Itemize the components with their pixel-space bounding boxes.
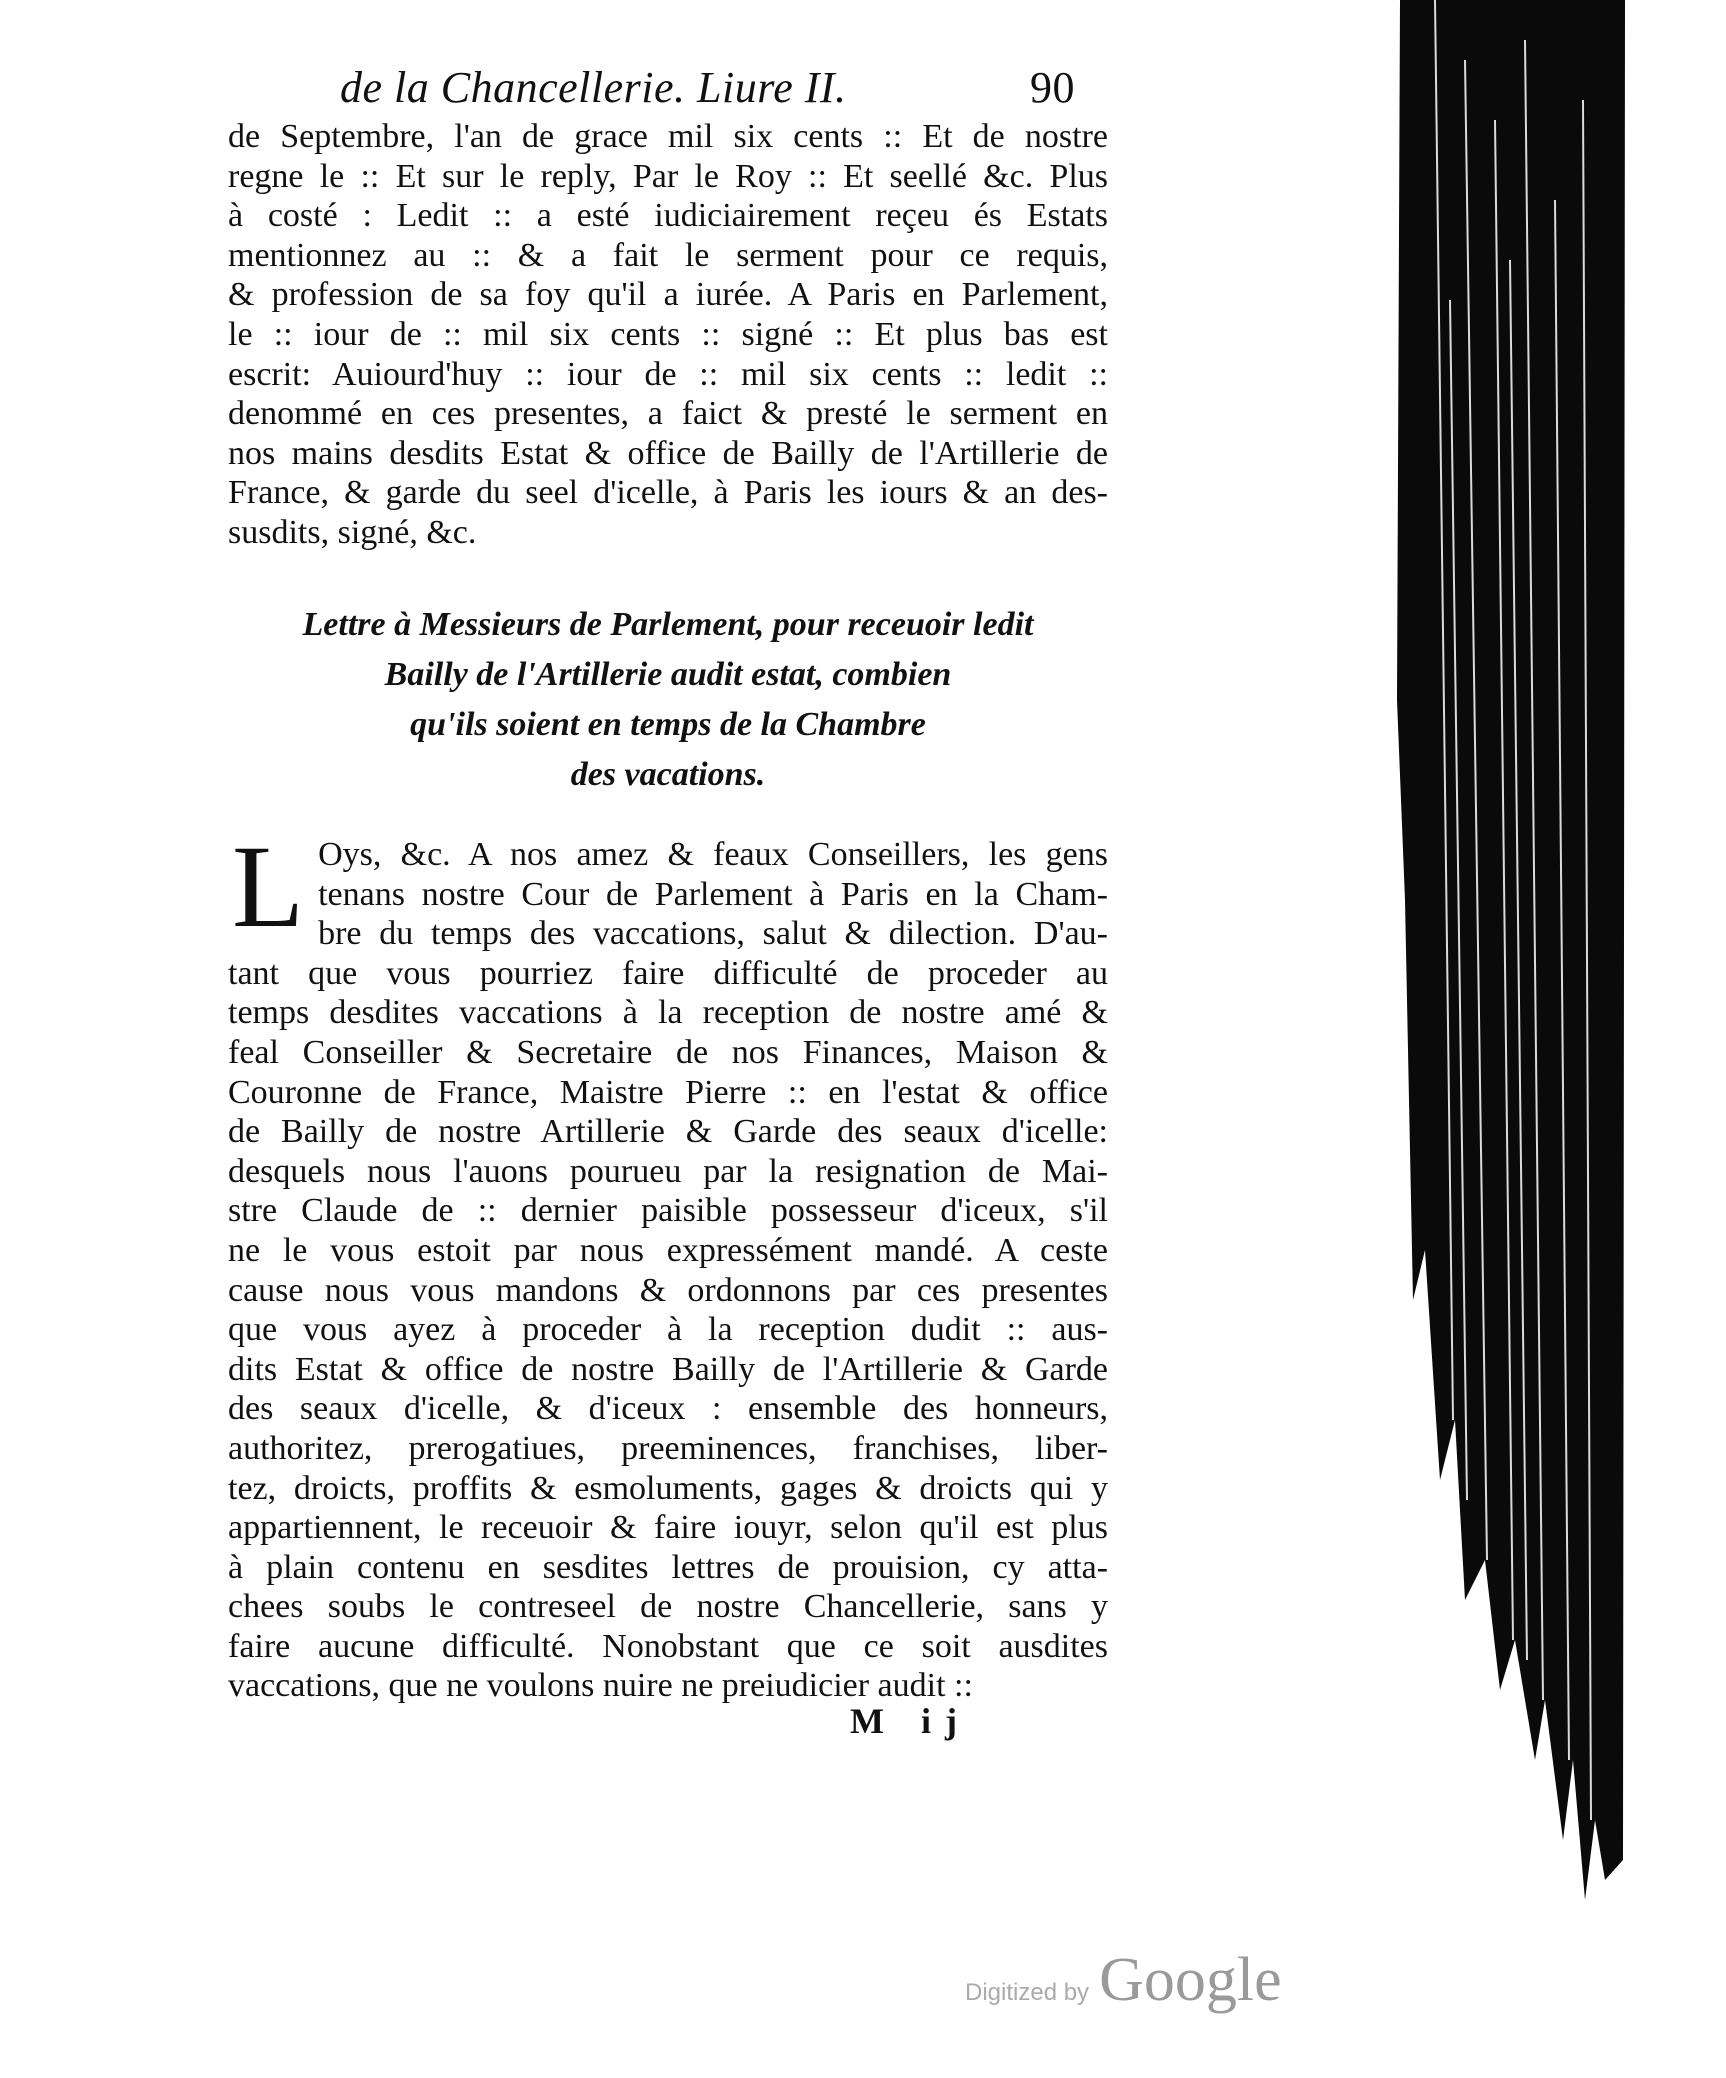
text-line: nos mains desdits Estat & office de Bailly de l'Artillerie de xyxy=(228,434,1108,472)
signature-mark: M ij xyxy=(850,1701,971,1741)
text-line: tez, droicts, proffits & esmoluments, gages & droicts qui y xyxy=(228,1469,1108,1507)
heading-line: des vacations. xyxy=(570,756,766,793)
text-line: stre Claude de :: dernier paisible possesseur d'iceux, s'il xyxy=(228,1192,1108,1230)
text-line: escrit: Auiourd'huy :: iour de :: mil six cents :: ledit :: xyxy=(228,355,1108,393)
text-line: temps desdites vaccations à la reception de nostre amé & xyxy=(228,994,1108,1032)
text-line: faire aucune difficulté. Nonobstant que ce soit ausdites xyxy=(228,1627,1108,1665)
text-line: le :: iour de :: mil six cents :: signé :: Et plus bas est xyxy=(228,315,1108,353)
heading-line: Lettre à Messieurs de Parlement, pour receuoir ledit xyxy=(302,606,1034,643)
running-title: de la Chancellerie. Liure II. xyxy=(340,63,847,112)
text-line: authoritez, prerogatiues, preeminences, franchises, liber- xyxy=(228,1429,1108,1467)
text-line: à costé : Ledit :: a esté iudiciairement reçeu és Estats xyxy=(228,197,1108,235)
text-line: appartiennent, le receuoir & faire iouyr, selon qu'il est plus xyxy=(228,1509,1108,1547)
text-line: de Septembre, l'an de grace mil six cents :: Et de nostre xyxy=(228,118,1108,155)
text-line: tenans nostre Cour de Parlement à Paris en la Cham- xyxy=(318,875,1108,913)
text-line: ne le vous estoit par nous expressément mandé. A ceste xyxy=(228,1231,1108,1269)
text-line: cause nous vous mandons & ordonnons par ces presentes xyxy=(228,1271,1108,1309)
text-line: susdits, signé, &c. xyxy=(228,513,477,551)
text-line: bre du temps des vaccations, salut & dilection. D'au- xyxy=(318,915,1108,953)
paragraph-1 xyxy=(228,117,1108,553)
text-line: feal Conseiller & Secretaire de nos Finances, Maison & xyxy=(228,1033,1108,1071)
text-line: vaccations, que ne voulons nuire ne preiudicier audit :: xyxy=(228,1667,973,1705)
text-line: mentionnez au :: & a fait le serment pour ce requis, xyxy=(228,236,1108,274)
text-line: regne le :: Et sur le reply, Par le Roy :: Et seellé &c. Plus xyxy=(228,157,1108,195)
text-line: denommé en ces presentes, a faict & presté le serment en xyxy=(228,395,1108,433)
section-heading xyxy=(228,600,1108,800)
heading-line: qu'ils soient en temps de la Chambre xyxy=(410,706,926,743)
text-line: Couronne de France, Maistre Pierre :: en l'estat & office xyxy=(228,1073,1108,1111)
text-line: chees soubs le contreseel de nostre Chancellerie, sans y xyxy=(228,1588,1108,1626)
drop-cap: L xyxy=(232,821,305,952)
text-line: & profession de sa foy qu'il a iurée. A Paris en Parlement, xyxy=(228,276,1108,314)
text-line: de Bailly de nostre Artillerie & Garde des seaux d'icelle: xyxy=(228,1113,1108,1151)
page-number: 90 xyxy=(1030,63,1075,112)
google-logo: Google xyxy=(1099,1946,1282,2014)
heading-line: Bailly de l'Artillerie audit estat, combien xyxy=(384,656,952,693)
paragraph-2 xyxy=(228,821,1108,1706)
watermark-prefix: Digitized by xyxy=(965,1979,1090,2006)
text-line: dits Estat & office de nostre Bailly de l'Artillerie & Garde xyxy=(228,1350,1108,1388)
text-line: Oys, &c. A nos amez & feaux Conseillers, les gens xyxy=(318,836,1108,873)
binding-edge-shadow xyxy=(1395,0,1625,1940)
text-line: que vous ayez à proceder à la reception dudit :: aus- xyxy=(228,1311,1108,1349)
text-line: tant que vous pourriez faire difficulté de proceder au xyxy=(228,954,1108,992)
text-line: desquels nous l'auons pourueu par la resignation de Mai- xyxy=(228,1152,1108,1190)
text-line: à plain contenu en sesdites lettres de prouision, cy atta- xyxy=(228,1548,1108,1586)
text-line: France, & garde du seel d'icelle, à Paris les iours & an des- xyxy=(228,474,1108,512)
text-line: des seaux d'icelle, & d'iceux : ensemble des honneurs, xyxy=(228,1390,1108,1428)
digitized-watermark xyxy=(965,1945,1282,2016)
